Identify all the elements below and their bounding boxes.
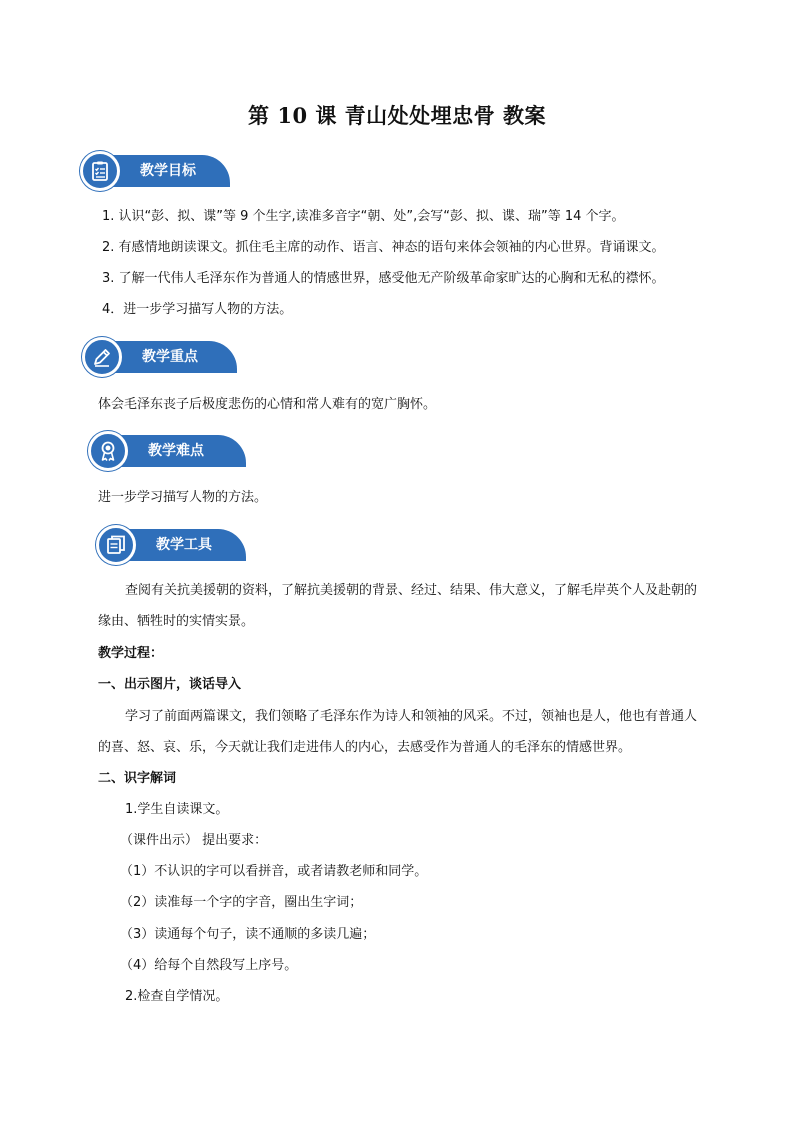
objective-item: 1. 认识“彭、拟、谍”等 9 个生字,读准多音字“朝、处”,会写“彭、拟、谍、瑞”等 14 个字。 [102,209,625,224]
pencil-icon [82,337,122,377]
part2-step: 2.检查自学情况。 [125,989,229,1004]
section-label-key-points: 教学重点 [96,341,237,373]
section-badge-objectives [80,151,230,191]
part2-heading: 二、识字解词 [98,771,177,786]
tools-text-line: 查阅有关抗美援朝的资料，了解抗美援朝的背景、经过、结果、伟大意义，了解毛岸英个人及赴朝的 [125,583,698,598]
documents-icon [96,525,136,565]
section-badge-tools [96,525,246,565]
award-ribbon-icon [88,431,128,471]
process-heading: 教学过程： [98,646,164,661]
section-label-objectives: 教学目标 [94,155,230,187]
courseware-note: （课件出示） 提出要求： [120,833,268,848]
part1-paragraph-line: 的喜、怒、哀、乐，今天就让我们走进伟人的内心，去感受作为普通人的毛泽东的情感世界。 [98,740,632,755]
part1-heading: 一、出示图片，谈话导入 [98,677,242,692]
section-badge-key-points [82,337,237,377]
difficulties-text: 进一步学习描写人物的方法。 [98,490,268,505]
requirement-item: （1）不认识的字可以看拼音，或者请教老师和同学。 [120,864,428,879]
section-badge-difficulties [88,431,246,471]
part1-paragraph-line: 学习了前面两篇课文，我们领略了毛泽东作为诗人和领袖的风采。不过，领袖也是人，他也有普通人 [125,709,698,724]
section-label-tools: 教学工具 [110,529,246,561]
clipboard-checklist-icon [80,151,120,191]
objective-item: 2. 有感情地朗读课文。抓住毛主席的动作、语言、神态的语句来体会领袖的内心世界。背诵课文。 [102,240,665,255]
requirement-item: （3）读通每个句子，读不通顺的多读几遍； [120,927,376,942]
requirement-item: （4）给每个自然段写上序号。 [120,958,298,973]
section-label-difficulties: 教学难点 [102,435,246,467]
part2-step: 1.学生自读课文。 [125,802,229,817]
page-title: 第 10 课 青山处处埋忠骨 教案 [248,103,546,128]
key-points-text: 体会毛泽东丧子后极度悲伤的心情和常人难有的宽广胸怀。 [98,397,437,412]
objective-item: 4．进一步学习描写人物的方法。 [102,302,293,317]
objective-item: 3. 了解一代伟人毛泽东作为普通人的情感世界，感受他无产阶级革命家旷达的心胸和无私的襟怀。 [102,271,665,286]
requirement-item: （2）读准每一个字的字音，圈出生字词； [120,895,363,910]
tools-text-line: 缘由、牺牲时的实情实景。 [98,614,255,629]
